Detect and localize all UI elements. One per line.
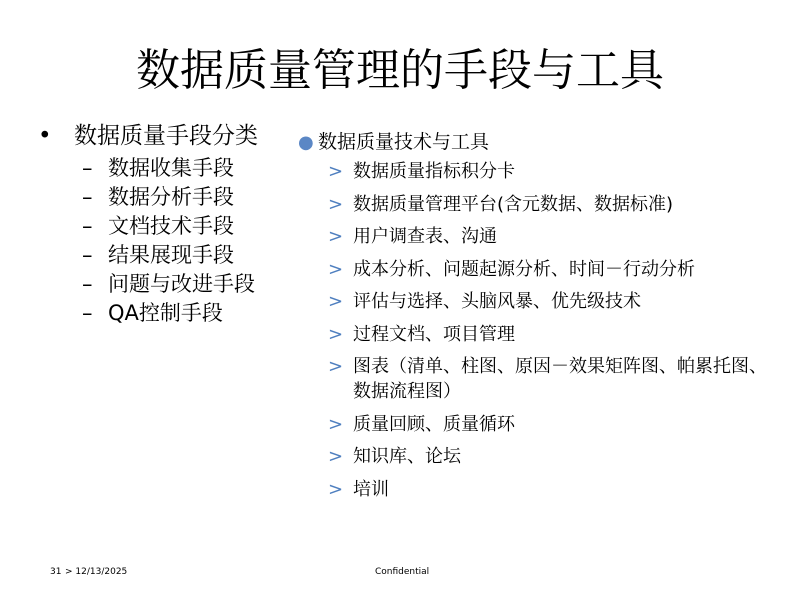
arrow-icon: > [328, 446, 344, 467]
dash-icon: – [82, 272, 93, 296]
right-list-item [328, 224, 768, 249]
dash-icon: – [82, 243, 93, 267]
right-item-text: 成本分析、问题起源分析、时间－行动分析 [353, 258, 695, 280]
right-item-text: 培训 [353, 478, 389, 500]
right-heading [298, 129, 768, 156]
arrow-icon: > [328, 226, 344, 247]
dash-icon: – [82, 214, 93, 238]
arrow-icon: > [328, 323, 344, 345]
footer-date: > 12/13/2025 [65, 567, 128, 577]
left-heading-text: 数据质量手段分类 [74, 123, 258, 149]
right-column [298, 129, 768, 509]
left-list [38, 154, 288, 328]
left-item-text: 数据分析手段 [108, 185, 234, 209]
right-list-item [328, 477, 768, 502]
dash-icon: – [82, 301, 93, 325]
right-heading-text: 数据质量技术与工具 [318, 131, 490, 153]
bullet-dot-icon: ● [298, 132, 314, 153]
right-item-text: 用户调查表、沟通 [353, 226, 497, 247]
left-list-item [82, 183, 288, 212]
right-item-text: 数据质量管理平台(含元数据、数据标准) [353, 193, 674, 215]
right-item-text: 质量回顾、质量循环 [353, 413, 515, 435]
arrow-icon: > [328, 193, 344, 215]
left-item-text: 文档技术手段 [108, 214, 234, 238]
right-list [298, 159, 768, 502]
page-number: 31 [50, 567, 62, 577]
left-list-item [82, 154, 288, 183]
right-item-text: 知识库、论坛 [353, 446, 461, 467]
dash-icon: – [82, 185, 93, 209]
arrow-icon: > [328, 356, 344, 377]
right-list-item [328, 289, 768, 314]
bullet-icon: • [38, 123, 52, 149]
arrow-icon: > [328, 258, 344, 280]
right-item-text: 数据质量指标积分卡 [353, 161, 515, 182]
arrow-icon: > [328, 478, 344, 500]
right-list-item [328, 257, 768, 282]
right-list-item [328, 412, 768, 437]
left-list-item [82, 270, 288, 299]
left-item-text: 数据收集手段 [108, 156, 234, 180]
left-item-text: 问题与改进手段 [108, 272, 255, 296]
left-heading [38, 124, 288, 148]
left-item-text: 结果展现手段 [108, 243, 234, 267]
slide-title: 数据质量管理的手段与工具 [136, 45, 664, 96]
left-list-item [82, 241, 288, 270]
right-item-text: 评估与选择、头脑风暴、优先级技术 [353, 291, 641, 312]
left-list-item [82, 299, 288, 328]
right-list-item [328, 444, 768, 469]
arrow-icon: > [328, 291, 344, 312]
left-list-item [82, 212, 288, 241]
dash-icon: – [82, 156, 93, 180]
arrow-icon: > [328, 161, 344, 182]
right-item-text: 图表（清单、柱图、原因－效果矩阵图、帕累托图、数据流程图） [353, 356, 767, 402]
confidential-label: Confidential [375, 567, 430, 577]
right-list-item [328, 159, 768, 184]
arrow-icon: > [328, 413, 344, 435]
left-column [38, 124, 288, 328]
right-item-text: 过程文档、项目管理 [353, 323, 515, 345]
right-list-item [328, 354, 768, 404]
right-list-item [328, 192, 768, 217]
right-list-item [328, 322, 768, 347]
left-item-text: QA控制手段 [108, 301, 223, 325]
